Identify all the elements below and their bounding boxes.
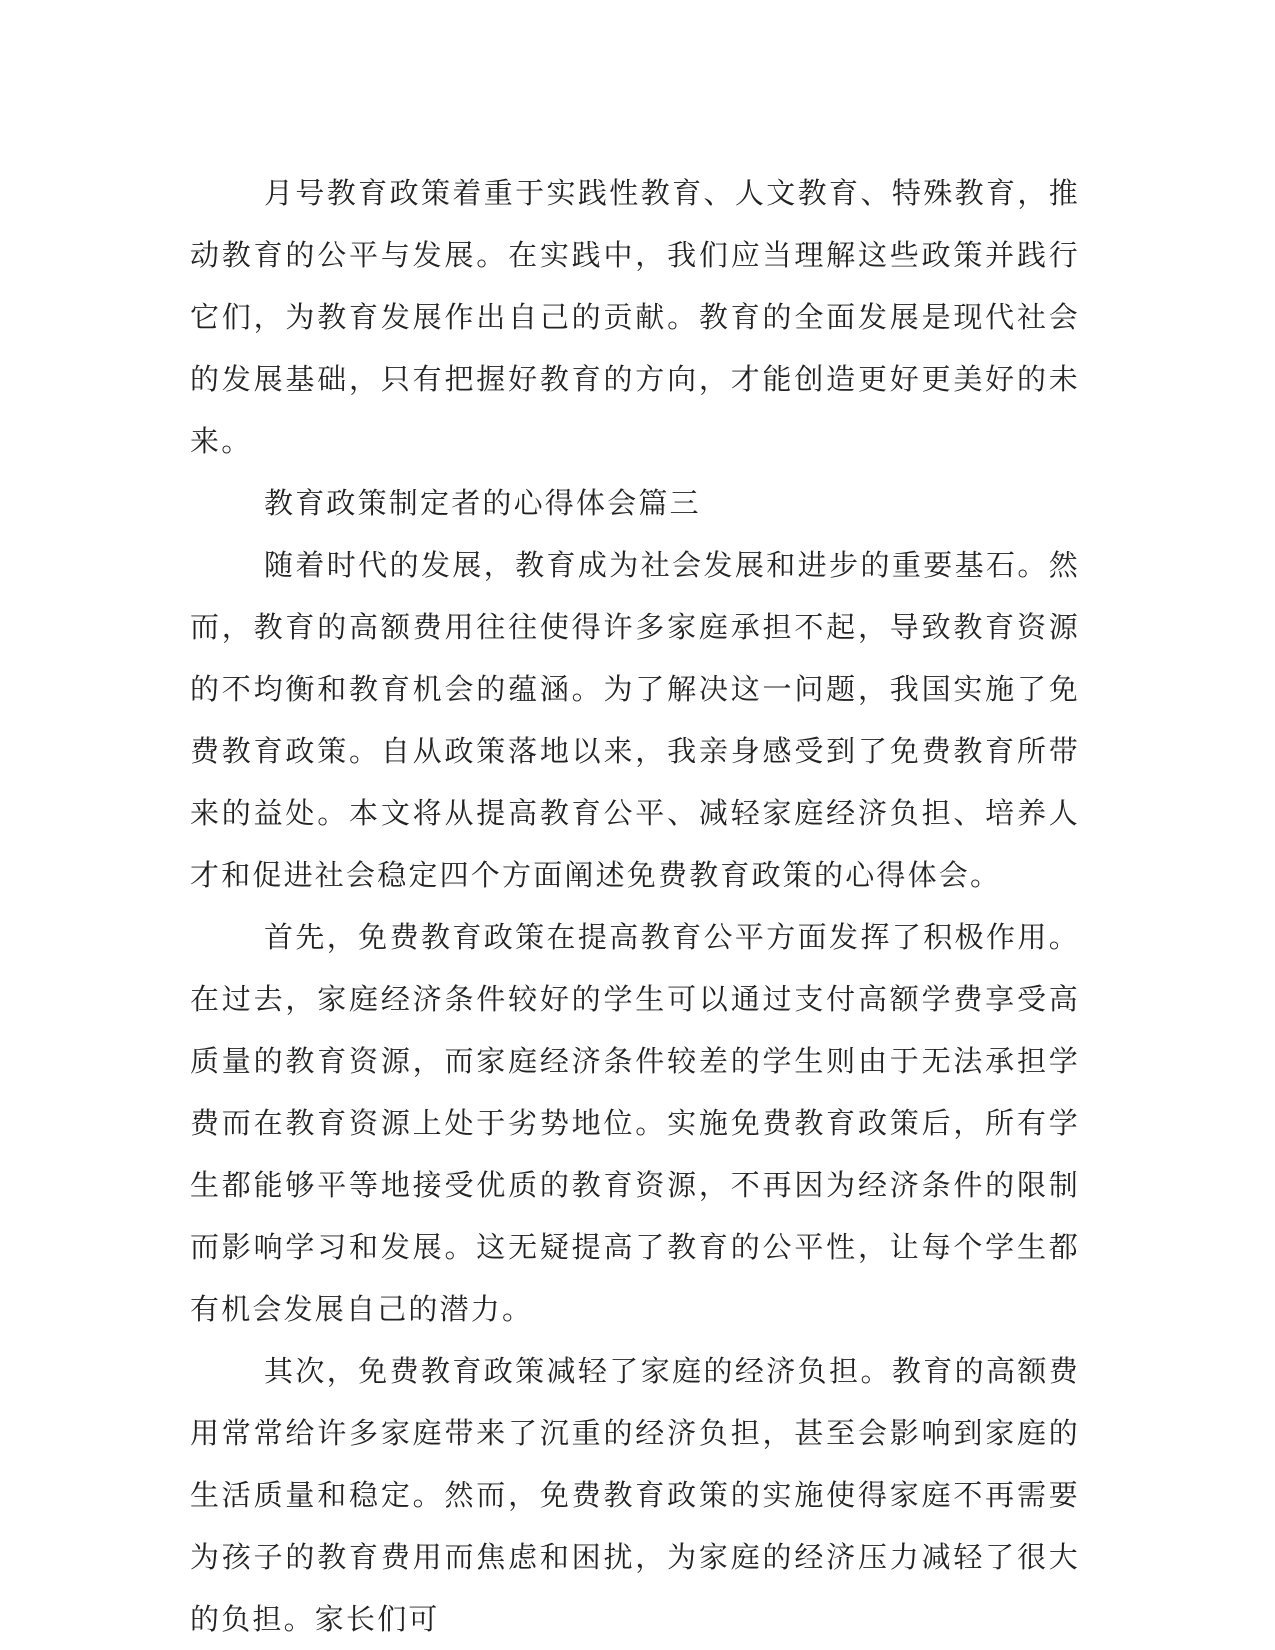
paragraph-fairness: 首先，免费教育政策在提高教育公平方面发挥了积极作用。在过去，家庭经济条件较好的学生可以通过支付高额学费享受高质量的教育资源，而家庭经济条件较差的学生则由于无法承担学费而在教育资源上处于劣势地位。实施免费教育政策后，所有学生都能够平等地接受优质的教育资源，不再因为经济条件的限制而影响学习和发展。这无疑提高了教育的公平性，让每个学生都有机会发展自己的潜力。	[190, 920, 1080, 1326]
body-text	[190, 162, 1080, 1650]
paragraph-policy-summary: 月号教育政策着重于实践性教育、人文教育、特殊教育，推动教育的公平与发展。在实践中，我们应当理解这些政策并践行它们，为教育发展作出自己的贡献。教育的全面发展是现代社会的发展基础，只有把握好教育的方向，才能创造更好更美好的未来。	[190, 176, 1080, 458]
section-heading: 教育政策制定者的心得体会篇三	[264, 486, 701, 520]
paragraph-burden: 其次，免费教育政策减轻了家庭的经济负担。教育的高额费用常常给许多家庭带来了沉重的经济负担，甚至会影响到家庭的生活质量和稳定。然而，免费教育政策的实施使得家庭不再需要为孩子的教育费用而焦虑和困扰，为家庭的经济压力减轻了很大的负担。家长们可	[190, 1354, 1080, 1636]
paragraph-intro: 随着时代的发展，教育成为社会发展和进步的重要基石。然而，教育的高额费用往往使得许多家庭承担不起，导致教育资源的不均衡和教育机会的蕴涵。为了解决这一问题，我国实施了免费教育政策。自从政策落地以来，我亲身感受到了免费教育所带来的益处。本文将从提高教育公平、减轻家庭经济负担、培养人才和促进社会稳定四个方面阐述免费教育政策的心得体会。	[190, 548, 1080, 892]
